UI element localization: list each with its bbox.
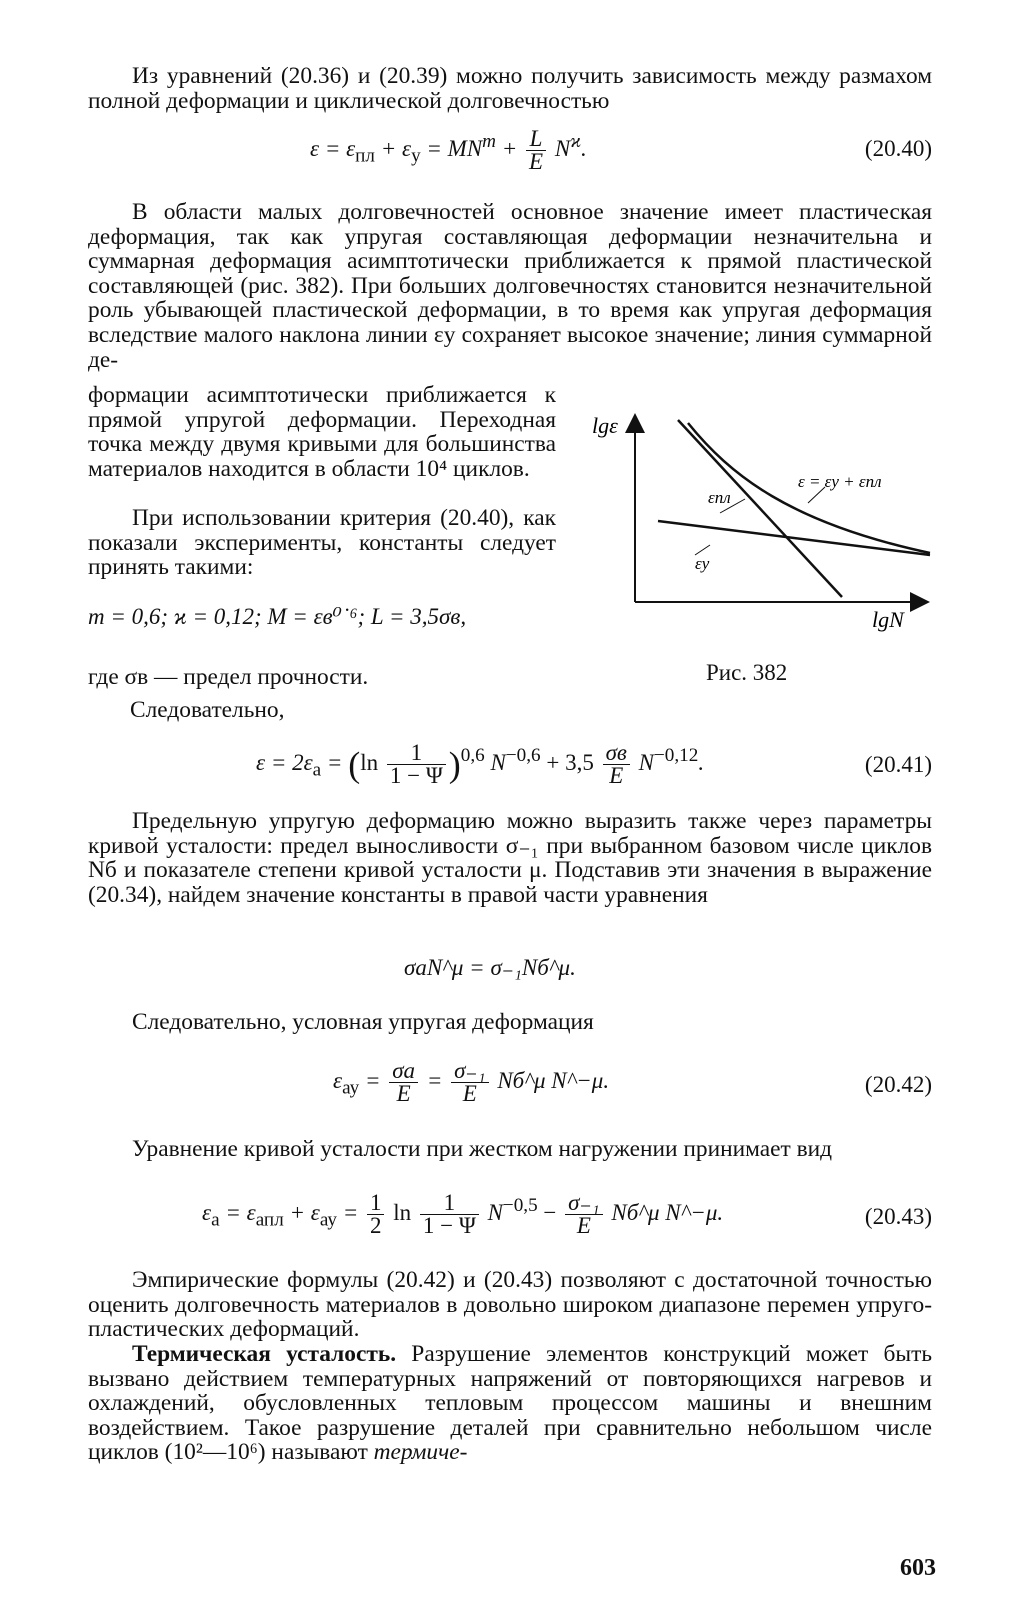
- fatigue-curves-diagram: [580, 405, 940, 660]
- paragraph-thermal-fatigue: Термическая усталость. Разрушение элементов конструкций может быть вызвано действием температурных напряжений от повторяющихся нагревов и охлаждений, обусловленных тепловым процессом машины и внешним воздействием. Такое разрушение деталей при сравнительно небольшом числе циклов (10²—10⁶) называют термиче-: [88, 1341, 932, 1466]
- constants-line: m = 0,6; ϰ = 0,12; M = εв⁰˙⁶; L = 3,5σв,: [88, 604, 467, 629]
- y-axis-label: lgε: [592, 413, 618, 438]
- hence-label: Следовательно,: [130, 697, 285, 723]
- paragraph-empirical: Эмпирические формулы (20.42) и (20.43) позволяют с достаточной точностью оценить долговечность материалов в довольно широком диапазоне перемен упруго-пластических деформаций.: [88, 1267, 932, 1343]
- figure-caption: Рис. 382: [706, 660, 788, 685]
- where-sigma-line: где σв — предел прочности.: [88, 664, 369, 690]
- equation-number: (20.42): [864, 1072, 932, 1097]
- equation-20-40: $\varepsilon = \varepsilon_{пл} + \varepsilon_у = MN^m$ + $\frac{L}{E}$ $N^ϰ$. (20.40): [310, 126, 932, 174]
- paragraph-hence-elastic: Следовательно, условная упругая деформация: [132, 1009, 594, 1035]
- page-number: 603: [900, 1555, 936, 1581]
- equation-sigma: σаN^μ = σ₋₁Nб^μ.: [404, 955, 576, 980]
- figure-382: [580, 405, 940, 660]
- equation-20-41: $\varepsilon = 2\varepsilon_а = (\ln$ $\frac{1}{1 - \Psi}$ )$^{0,6}$ $N^{-0,6} + 3,5$ $\frac{\sigma в}{E}$ $N^{-0,12}$. (20.41): [256, 740, 932, 788]
- paragraph-criterion: При использовании критерия (20.40), как показали эксперименты, константы следует принять такими:: [88, 505, 556, 581]
- equation-number: (20.41): [864, 752, 932, 777]
- paragraph-transition: формации асимптотически приближается к прямой упругой деформации. Переходная точка между двумя кривыми для большинства материалов находится в области 10⁴ циклов.: [88, 382, 556, 482]
- paragraph-elastic-limit: Предельную упругую деформацию можно выразить также через параметры кривой усталости: предел выносливости σ₋₁ при выбранном базовом числе циклов Nб и показателе степени кривой усталости μ. Подставив эти значения в выражение (20.34), найдем значение константы в правой части уравнения: [88, 808, 932, 908]
- elastic-line: [658, 521, 930, 555]
- equation-number: (20.40): [864, 136, 932, 161]
- elastic-label: εу: [695, 554, 710, 573]
- paragraph-fatigue-curve: Уравнение кривой усталости при жестком нагружении принимает вид: [132, 1136, 833, 1162]
- plastic-label: εпл: [708, 488, 731, 507]
- paragraph-small-durability: В области малых долговечностей основное значение имеет пластическая деформация, так как упругая составляющая деформации незначительна и суммарная деформация асимптотически приближается к прямой пластической составляющей (рис. 382). При больших долговечностях становится незначительной роль убывающей пластической деформации, в то время как упругая деформация вследствие малого наклона линии εу сохраняет высокое значение; линия суммарной де-: [88, 199, 932, 373]
- equation-20-42: $\varepsilon_{ау}$ = $\frac{\sigma а}{E}$ = $\frac{\text{σ₋₁}}{E}$ Nб^μ N^−μ. (20.42): [333, 1058, 932, 1106]
- paragraph-intro: Из уравнений (20.36) и (20.39) можно получить зависимость между размахом полной деформации и циклической долговечностью: [88, 63, 932, 114]
- equation-20-43: $\varepsilon_а = \varepsilon_{апл} + \varepsilon_{ау}$ = $\frac{1}{2}$ ln $\frac{1}{1 - \Psi}$ $N^{-0,5}$ − $\frac{\text{σ₋₁}}{E}$ Nб^μ N^−μ. (20.43): [202, 1190, 932, 1238]
- total-label: ε = εу + εпл: [798, 472, 882, 491]
- section-heading-thermal: Термическая усталость.: [132, 1341, 397, 1367]
- x-axis-label: lgN: [872, 607, 904, 632]
- equation-number: (20.43): [864, 1204, 932, 1229]
